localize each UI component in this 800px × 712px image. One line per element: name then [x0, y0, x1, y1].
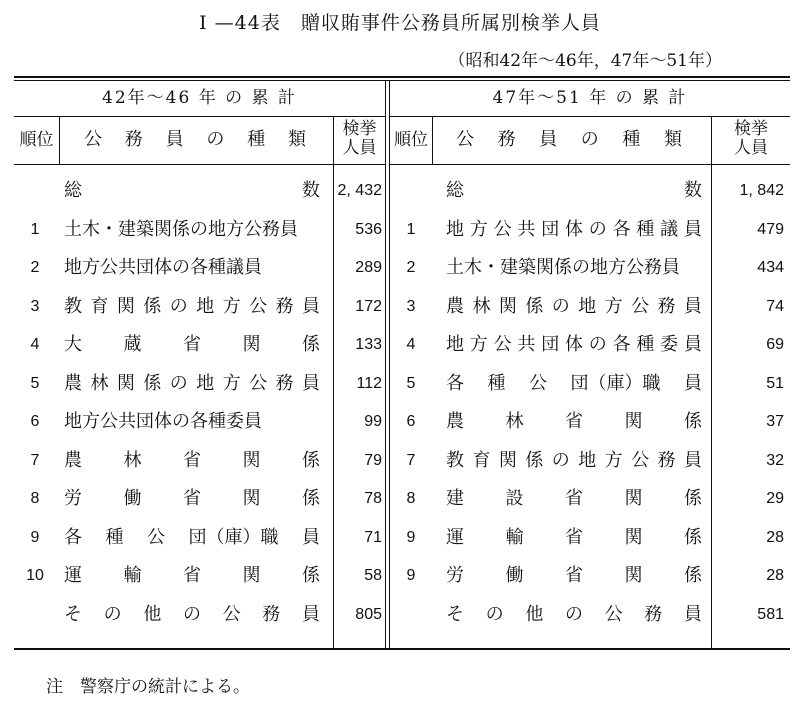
- count-cell: 74: [766, 297, 784, 315]
- type-name-cell: [64, 519, 320, 557]
- type-name-part: 係: [302, 449, 320, 471]
- total-row: [14, 172, 385, 210]
- type-name-part: 省: [565, 526, 583, 548]
- type-name-part: 方: [222, 372, 241, 394]
- type-name-part: 団: [541, 218, 560, 240]
- type-name-part: 共: [517, 334, 536, 355]
- type-name-part: 農: [446, 295, 464, 317]
- bribery-table: [14, 76, 790, 650]
- table-row: [14, 557, 385, 595]
- type-header-char: 種: [622, 129, 641, 150]
- type-name-part: の: [169, 295, 188, 317]
- type-name-part: 共: [517, 218, 536, 240]
- type-name-part: 公: [631, 449, 650, 471]
- count-cell: 78: [364, 490, 382, 507]
- type-name-part: 省: [565, 488, 583, 509]
- type-name-part: 関: [116, 295, 135, 317]
- type-name-part: 係: [684, 565, 702, 586]
- type-name-cell: [64, 442, 320, 480]
- table-row: [390, 480, 790, 518]
- type-name-part: 労: [446, 565, 464, 586]
- table-row: [390, 365, 790, 403]
- total-label: [64, 172, 320, 210]
- type-name-part: 団（庫）職: [570, 372, 661, 394]
- type-header-char: 員: [539, 129, 558, 150]
- count-cell: 79: [364, 451, 382, 469]
- total-count: 1, 842: [739, 182, 784, 199]
- count-cell: 805: [355, 605, 382, 623]
- type-name-cell: [446, 326, 702, 364]
- type-name-part: 種: [105, 526, 124, 548]
- table-row: [14, 326, 385, 364]
- type-name-cell: [446, 480, 702, 518]
- type-name-cell: [446, 288, 702, 326]
- table-row: [14, 288, 385, 326]
- left-period-header: 42年〜46 年 の 累 計: [102, 88, 297, 108]
- count-cell: 51: [766, 374, 784, 392]
- type-name-part: 林: [90, 372, 109, 394]
- type-name-part: 体: [564, 218, 583, 240]
- type-name-cell: [64, 596, 320, 634]
- rank-cell: 10: [26, 567, 44, 584]
- type-name-part: 員: [302, 526, 320, 548]
- type-name-part: 地: [446, 218, 464, 240]
- bottom-rule: [14, 648, 790, 650]
- type-header-char: 務: [124, 129, 143, 150]
- type-name-part: 他: [143, 603, 162, 625]
- count-cell: 29: [766, 490, 784, 507]
- type-name-part: の: [182, 603, 201, 625]
- left-count-header: [334, 120, 385, 164]
- type-name-part: 員: [684, 372, 702, 394]
- type-name-part: 育: [90, 295, 109, 317]
- table-row: [390, 442, 790, 480]
- count-cell: 71: [364, 528, 382, 546]
- table-row: [14, 519, 385, 557]
- count-cell: 37: [766, 413, 784, 430]
- right-period-header: 47年〜51 年 の 累 計: [492, 88, 688, 108]
- type-name-part: 関: [498, 295, 517, 317]
- type-name-part: 公: [249, 372, 268, 394]
- right-rank-header: 順位: [394, 130, 428, 150]
- rank-cell: 6: [406, 413, 416, 430]
- type-name-part: 運: [446, 526, 464, 548]
- type-name-part: 地: [578, 295, 597, 317]
- rank-cell: 8: [406, 490, 416, 507]
- type-name-part: 総: [446, 180, 464, 201]
- total-count: 2, 432: [337, 182, 382, 199]
- type-name-part: 林: [472, 295, 491, 317]
- type-name-part: 他: [525, 603, 544, 625]
- type-name-cell: [446, 596, 702, 634]
- right-count-header: [712, 120, 790, 164]
- type-name-part: 務: [275, 372, 294, 394]
- type-name-part: 地方公共団体の各種議員: [64, 257, 262, 278]
- type-name-part: 関: [116, 372, 135, 394]
- type-name-part: 団: [541, 334, 560, 355]
- type-name-part: 係: [302, 565, 320, 586]
- type-name-part: の: [551, 295, 570, 317]
- table-subtitle: （昭和42年〜46年，47年〜51年）: [448, 51, 722, 71]
- type-name-part: 林: [123, 449, 142, 471]
- count-cell: 133: [355, 336, 382, 353]
- type-name-part: 係: [143, 295, 162, 317]
- type-name-part: 員: [683, 295, 702, 317]
- type-name-part: 教: [64, 295, 82, 317]
- type-name-part: 係: [302, 334, 320, 355]
- table-row: [14, 596, 385, 634]
- type-name-cell: [446, 557, 702, 595]
- type-name-part: 務: [644, 603, 663, 625]
- rank-cell: 1: [30, 220, 40, 238]
- type-name-part: 員: [683, 449, 702, 471]
- count-header-line1: 検挙: [342, 119, 377, 139]
- type-name-cell: [64, 211, 320, 249]
- count-cell: 32: [766, 451, 784, 469]
- type-name-part: 係: [302, 488, 320, 509]
- type-name-part: 関: [242, 449, 261, 471]
- type-name-cell: [64, 326, 320, 364]
- rank-cell: 6: [30, 413, 40, 430]
- type-name-part: 員: [301, 603, 320, 625]
- table-row: [390, 596, 790, 634]
- type-name-cell: [446, 249, 702, 287]
- type-name-part: 各: [612, 218, 631, 240]
- table-row: [14, 442, 385, 480]
- type-name-part: 関: [624, 526, 643, 548]
- type-name-part: の: [588, 334, 607, 355]
- type-name-part: そ: [64, 603, 82, 625]
- count-cell: 99: [364, 413, 382, 430]
- rank-cell: 9: [30, 528, 40, 546]
- count-cell: 581: [757, 605, 784, 623]
- type-header-char: 公: [456, 129, 474, 150]
- left-rank-header: 順位: [19, 130, 54, 150]
- type-name-part: の: [103, 603, 122, 625]
- table-row: [14, 365, 385, 403]
- type-name-part: 土木・建築関係の地方公務員: [446, 257, 680, 278]
- type-name-part: 務: [657, 295, 676, 317]
- type-name-part: 員: [683, 218, 702, 240]
- rank-cell: 8: [30, 490, 40, 507]
- type-name-cell: [64, 288, 320, 326]
- type-name-part: 公: [631, 295, 650, 317]
- type-header-char: 公: [84, 129, 102, 150]
- type-name-part: 農: [446, 411, 464, 432]
- right-type-header: [456, 116, 682, 164]
- total-label: [446, 172, 702, 210]
- type-name-cell: [446, 442, 702, 480]
- type-name-part: 係: [143, 372, 162, 394]
- type-name-part: 地: [446, 334, 464, 355]
- type-name-part: 公: [147, 526, 165, 548]
- type-name-part: 公: [529, 372, 547, 394]
- rank-cell: 5: [406, 374, 416, 392]
- rank-cell: 3: [406, 297, 416, 315]
- type-name-cell: [446, 211, 702, 249]
- count-cell: 58: [364, 567, 382, 584]
- count-cell: 479: [757, 220, 784, 238]
- type-name-part: 働: [505, 565, 524, 586]
- count-cell: 112: [356, 374, 382, 392]
- type-header-char: 類: [287, 129, 306, 150]
- type-name-part: 種: [636, 218, 655, 240]
- type-name-part: 各: [612, 334, 631, 355]
- type-name-part: 数: [684, 180, 702, 201]
- type-name-part: 運: [64, 565, 82, 586]
- type-name-part: 関: [624, 488, 643, 509]
- table-row: [390, 288, 790, 326]
- type-name-part: の: [485, 603, 504, 625]
- type-name-part: 方: [604, 449, 623, 471]
- type-name-part: 関: [498, 449, 517, 471]
- type-name-part: 地: [196, 295, 215, 317]
- type-name-part: 地: [196, 372, 215, 394]
- rank-cell: 2: [30, 259, 40, 276]
- type-header-char: 員: [165, 129, 184, 150]
- table-row: [390, 403, 790, 441]
- type-name-part: 数: [302, 180, 320, 201]
- type-name-cell: [64, 249, 320, 287]
- type-name-part: そ: [446, 603, 464, 625]
- type-header-char: の: [206, 129, 225, 150]
- total-row: [390, 172, 790, 210]
- table-row: [390, 249, 790, 287]
- type-name-part: 輸: [123, 565, 142, 586]
- type-name-part: 公: [493, 334, 512, 355]
- type-header-char: の: [580, 129, 599, 150]
- type-name-part: の: [169, 372, 188, 394]
- count-cell: 28: [766, 567, 784, 584]
- count-header-line1: 検挙: [734, 119, 768, 139]
- table-row: [390, 557, 790, 595]
- type-header-char: 種: [247, 129, 266, 150]
- table-row: [390, 326, 790, 364]
- table-row: [14, 480, 385, 518]
- type-name-part: 労: [64, 488, 82, 509]
- rank-cell: 9: [406, 528, 416, 546]
- type-name-part: 員: [683, 334, 702, 355]
- type-name-part: 関: [624, 565, 643, 586]
- type-name-cell: [446, 519, 702, 557]
- type-name-part: 公: [222, 603, 241, 625]
- type-name-part: 農: [64, 449, 82, 471]
- type-name-part: 係: [525, 449, 544, 471]
- type-name-part: 係: [684, 488, 702, 509]
- type-name-part: 員: [301, 295, 320, 317]
- footnote: 注 警察庁の統計による。: [46, 677, 250, 697]
- type-name-part: 各: [446, 372, 464, 394]
- type-name-cell: [64, 403, 320, 441]
- type-name-part: 育: [472, 449, 491, 471]
- left-panel: [14, 80, 385, 648]
- type-name-part: 公: [249, 295, 268, 317]
- type-name-part: 係: [684, 411, 702, 432]
- type-name-part: 関: [242, 565, 261, 586]
- type-name-part: 関: [242, 488, 261, 509]
- type-name-part: 務: [657, 449, 676, 471]
- count-cell: 289: [355, 259, 382, 276]
- type-name-cell: [64, 365, 320, 403]
- type-name-part: 教: [446, 449, 464, 471]
- type-header-char: 類: [663, 129, 682, 150]
- type-name-part: 働: [123, 488, 142, 509]
- type-name-part: 団（庫）職: [188, 526, 279, 548]
- type-name-cell: [64, 557, 320, 595]
- type-name-part: 係: [684, 526, 702, 548]
- table-row: [390, 519, 790, 557]
- type-name-part: 各: [64, 526, 82, 548]
- count-header-line2: 人員: [342, 138, 377, 158]
- table-row: [14, 211, 385, 249]
- type-name-part: 省: [565, 565, 583, 586]
- type-name-part: 林: [505, 411, 524, 432]
- type-name-part: 省: [183, 334, 201, 355]
- left-type-header: [84, 116, 306, 164]
- count-header-line2: 人員: [734, 138, 768, 158]
- rank-cell: 2: [406, 259, 416, 276]
- type-name-part: 委: [660, 334, 679, 355]
- type-name-part: 省: [565, 411, 583, 432]
- type-name-part: 蔵: [123, 334, 142, 355]
- type-name-part: 公: [493, 218, 512, 240]
- type-name-part: の: [564, 603, 583, 625]
- count-cell: 28: [766, 528, 784, 546]
- rank-cell: 4: [30, 336, 40, 353]
- rank-cell: 7: [30, 451, 40, 469]
- type-name-part: 方: [604, 295, 623, 317]
- type-name-part: 省: [183, 565, 201, 586]
- rank-cell: 4: [406, 336, 416, 353]
- table-title: I —44表 贈収賄事件公務員所属別検挙人員: [199, 12, 601, 34]
- type-name-part: 種: [636, 334, 655, 355]
- type-name-part: 農: [64, 372, 82, 394]
- type-name-part: 体: [564, 334, 583, 355]
- count-cell: 172: [355, 297, 382, 315]
- type-name-part: の: [551, 449, 570, 471]
- type-name-part: 関: [242, 334, 261, 355]
- count-cell: 536: [355, 220, 382, 238]
- type-name-part: 省: [183, 488, 201, 509]
- type-name-part: 設: [505, 488, 524, 509]
- top-rule: [14, 76, 790, 78]
- type-name-part: 方: [222, 295, 241, 317]
- type-name-part: 土木・建築関係の地方公務員: [64, 218, 298, 240]
- type-name-part: 建: [446, 488, 464, 509]
- type-name-cell: [446, 365, 702, 403]
- type-name-part: 輸: [505, 526, 524, 548]
- type-name-part: 係: [525, 295, 544, 317]
- type-name-cell: [446, 403, 702, 441]
- right-panel: [390, 80, 790, 648]
- rank-cell: 3: [30, 297, 40, 315]
- type-name-part: 地方公共団体の各種委員: [64, 411, 262, 432]
- type-name-cell: [64, 480, 320, 518]
- table-row: [14, 403, 385, 441]
- type-name-part: 種: [487, 372, 506, 394]
- type-name-part: 方: [469, 218, 488, 240]
- rank-cell: 7: [406, 451, 416, 469]
- type-name-part: 員: [301, 372, 320, 394]
- count-cell: 69: [766, 336, 784, 353]
- type-name-part: 議: [660, 218, 679, 240]
- type-name-part: 員: [683, 603, 702, 625]
- type-name-part: 方: [469, 334, 488, 355]
- type-name-part: 務: [275, 295, 294, 317]
- type-name-part: 総: [64, 180, 82, 201]
- type-header-char: 務: [497, 129, 516, 150]
- type-name-part: 地: [578, 449, 597, 471]
- type-name-part: 務: [262, 603, 281, 625]
- type-name-part: の: [588, 218, 607, 240]
- count-cell: 434: [757, 259, 784, 276]
- table-row: [390, 211, 790, 249]
- type-name-part: 省: [183, 449, 201, 471]
- rank-cell: 1: [406, 220, 416, 238]
- type-name-part: 大: [64, 334, 82, 355]
- rank-cell: 5: [30, 374, 40, 392]
- rank-cell: 9: [406, 567, 416, 584]
- table-row: [14, 249, 385, 287]
- type-name-part: 関: [624, 411, 643, 432]
- type-name-part: 公: [604, 603, 623, 625]
